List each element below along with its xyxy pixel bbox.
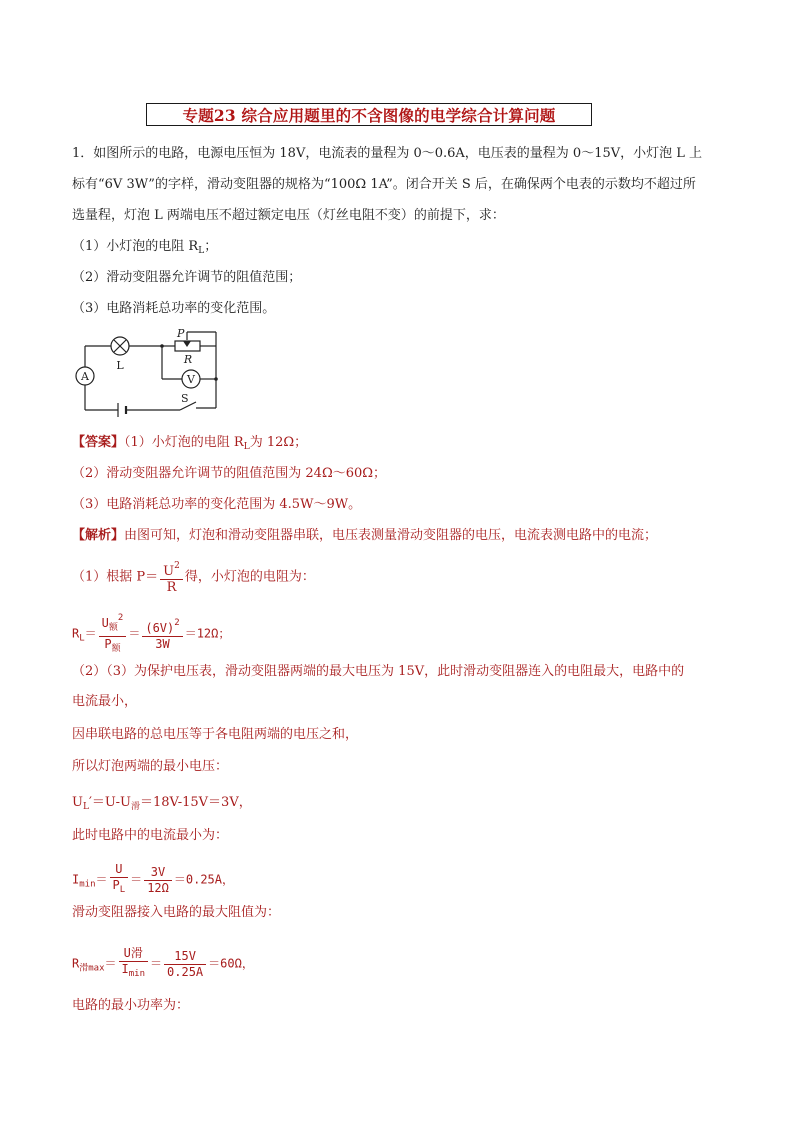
question-1 bbox=[72, 239, 217, 259]
f1-equals: ＝ bbox=[84, 626, 97, 641]
analysis-step-2-line-2: 电流最小， bbox=[72, 694, 138, 709]
answer-tag: 【答案】 bbox=[72, 435, 125, 450]
f3-fraction-1 bbox=[110, 862, 129, 898]
formula-min-current bbox=[72, 862, 234, 898]
question-1-subscript: L bbox=[198, 246, 205, 256]
power-formula-u: U bbox=[163, 564, 175, 579]
f4-equals-2: ＝ bbox=[150, 956, 163, 971]
junction-dot-left bbox=[160, 344, 164, 348]
analysis-tag: 【解析】 bbox=[72, 528, 125, 543]
f3-numerator-2: 3V bbox=[144, 865, 172, 881]
f1-num1-text: U bbox=[101, 616, 109, 630]
question-3: （3）电路消耗总功率的变化范围。 bbox=[72, 301, 276, 316]
f1-denominator-2: 3W bbox=[155, 637, 170, 651]
ammeter-label: A bbox=[81, 370, 89, 383]
answer-1 bbox=[72, 435, 307, 455]
f4-result: ＝60Ω， bbox=[208, 956, 254, 971]
f1-num1-exponent: 2 bbox=[117, 613, 124, 623]
resistor-label: R bbox=[183, 353, 193, 366]
step-1-text: （1）根据 P＝ bbox=[72, 569, 159, 585]
f2-subscript-2: 滑 bbox=[130, 802, 140, 812]
analysis-step-2-line-3: 因串联电路的总电压等于各电阻两端的电压之和， bbox=[72, 727, 359, 742]
analysis-step-2-line-6: 滑动变阻器接入电路的最大阻值为： bbox=[72, 905, 281, 920]
formula-lamp-resistance bbox=[72, 611, 230, 657]
answer-3: （3）电路消耗总功率的变化范围为 4.5W～9W。 bbox=[72, 497, 362, 512]
power-formula-fraction bbox=[160, 559, 183, 595]
question-2: （2）滑动变阻器允许调节的阻值范围； bbox=[72, 270, 302, 285]
f1-numerator-2 bbox=[142, 616, 182, 637]
problem-line-1: 1．如图所示的电路，电源电压恒为 18V，电流表的量程为 0～0.6A，电压表的量程为 0～15V，小灯泡 L 上 bbox=[72, 146, 703, 161]
f1-num2-exponent: 2 bbox=[174, 618, 180, 628]
f1-equals-2: ＝ bbox=[128, 626, 141, 641]
lamp-label: L bbox=[116, 359, 124, 372]
answer-1-end: 为 12Ω； bbox=[249, 435, 308, 450]
f4-denominator-2: 0.25A bbox=[167, 964, 204, 979]
f1-fraction-1 bbox=[99, 611, 127, 657]
answer-1-text: （1）小灯泡的电阻 R bbox=[124, 435, 244, 450]
f1-den1-subscript: 额 bbox=[111, 644, 121, 654]
slider-arrow-icon bbox=[183, 341, 191, 347]
f4-den1-text: I bbox=[121, 962, 129, 976]
analysis-intro bbox=[72, 528, 657, 544]
question-1-text: （1）小灯泡的电阻 R bbox=[72, 239, 199, 254]
f3-den1-subscript: L bbox=[119, 885, 126, 895]
f4-den1-subscript: min bbox=[128, 969, 146, 979]
slider-label: P bbox=[177, 327, 185, 340]
voltmeter-label: V bbox=[187, 373, 195, 386]
formula-lamp-min-voltage bbox=[72, 795, 252, 815]
problem-line-3: 选量程，灯泡 L 两端电压不超过额定电压（灯丝电阻不变）的前提下，求： bbox=[72, 208, 505, 223]
step-1-end: 得，小灯泡的电阻为： bbox=[184, 569, 315, 585]
page-title: 专题23 综合应用题里的不含图像的电学综合计算问题 bbox=[146, 103, 592, 126]
f3-result: ＝0.25A， bbox=[173, 872, 234, 887]
f1-lhs: R bbox=[72, 626, 80, 641]
circuit-diagram bbox=[70, 322, 230, 418]
f1-numerator-1 bbox=[99, 611, 127, 637]
junction-dot-right bbox=[214, 377, 218, 381]
f3-numerator-1: U bbox=[110, 862, 129, 878]
f1-num1-subscript: 额 bbox=[108, 623, 118, 633]
f3-lhs-subscript: min bbox=[79, 879, 96, 890]
answer-2: （2）滑动变阻器允许调节的阻值范围为 24Ω～60Ω； bbox=[72, 466, 387, 481]
formula-max-resistance bbox=[72, 946, 254, 982]
f2-subscript: L bbox=[82, 802, 89, 812]
power-formula-exponent: 2 bbox=[174, 561, 180, 571]
analysis-step-1 bbox=[72, 559, 315, 595]
f3-denominator-2: 12Ω bbox=[147, 880, 169, 895]
power-formula-denominator: R bbox=[166, 580, 177, 595]
analysis-intro-text: 由图可知，灯泡和滑动变阻器串联，电压表测量滑动变阻器的电压，电流表测电路中的电流； bbox=[124, 528, 658, 543]
f4-lhs: R bbox=[72, 956, 80, 971]
f1-denominator-1 bbox=[99, 637, 127, 657]
power-formula-numerator bbox=[160, 559, 183, 580]
analysis-step-2-line-7: 电路的最小功率为： bbox=[72, 998, 190, 1013]
switch-label: S bbox=[181, 392, 189, 405]
f3-fraction-2 bbox=[144, 865, 172, 896]
f4-equals: ＝ bbox=[104, 956, 117, 971]
analysis-step-2-line-4: 所以灯泡两端的最小电压： bbox=[72, 759, 229, 774]
f4-lhs-subscript: 滑max bbox=[79, 963, 105, 974]
f4-denominator-1 bbox=[119, 962, 149, 982]
f1-fraction-2 bbox=[142, 616, 182, 652]
f3-equals-2: ＝ bbox=[130, 872, 143, 887]
f4-fraction-1 bbox=[119, 946, 149, 982]
f4-fraction-2 bbox=[164, 949, 206, 980]
f2-middle: ′＝U-U bbox=[88, 795, 131, 810]
answer-1-subscript: L bbox=[243, 442, 250, 452]
f4-numerator-1: U滑 bbox=[119, 946, 149, 962]
analysis-step-2-line-5: 此时电路中的电流最小为： bbox=[72, 828, 229, 843]
f1-num2-text: (6V) bbox=[145, 621, 175, 635]
f3-lhs: I bbox=[72, 872, 80, 887]
f4-numerator-2: 15V bbox=[164, 949, 206, 965]
f3-denominator-1 bbox=[110, 878, 129, 898]
problem-line-2: 标有“6V 3W”的字样，滑动变阻器的规格为“100Ω 1A”。闭合开关 S 后，在确保两个电表的示数均不超过所 bbox=[72, 177, 696, 192]
f1-den1-text: P bbox=[104, 637, 112, 651]
f2-result: ＝18V-15V＝3V， bbox=[140, 795, 252, 810]
f3-equals: ＝ bbox=[95, 872, 108, 887]
f1-lhs-subscript: L bbox=[79, 633, 85, 644]
question-1-end: ； bbox=[204, 239, 218, 254]
f1-result: ＝12Ω； bbox=[184, 626, 231, 641]
analysis-step-2-line-1: （2）（3）为保护电压表，滑动变阻器两端的最大电压为 15V，此时滑动变阻器连入的电阻最大，电路中的 bbox=[72, 664, 685, 679]
f2-u: U bbox=[72, 795, 83, 810]
f3-den1-text: P bbox=[112, 878, 120, 892]
